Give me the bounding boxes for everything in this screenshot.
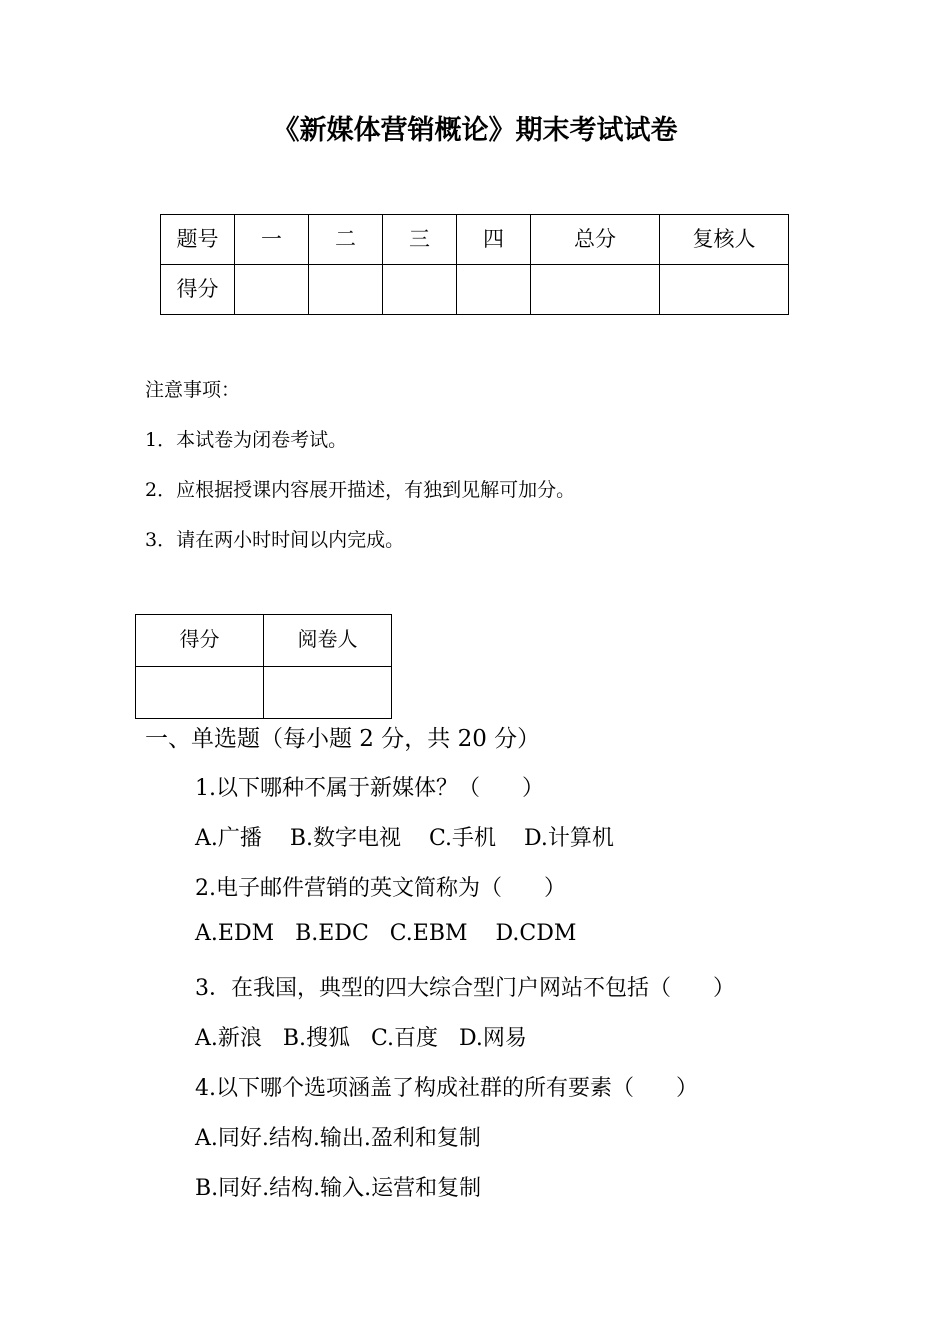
score-cell[interactable] bbox=[383, 265, 457, 315]
question-text: 3．在我国，典型的四大综合型门户网站不包括（ ） bbox=[195, 976, 735, 1001]
score-cell[interactable] bbox=[235, 265, 309, 315]
score-table-header-cell: 二 bbox=[309, 215, 383, 265]
grader-score-cell[interactable] bbox=[136, 667, 264, 719]
note-item: 2．应根据授课内容展开描述，有独到见解可加分。 bbox=[145, 479, 576, 501]
question-options: A.新浪 B.搜狐 C.百度 D.网易 bbox=[195, 1026, 527, 1051]
grader-table-input-row bbox=[136, 667, 392, 719]
grader-table-header-row bbox=[136, 615, 392, 667]
note-item: 1．本试卷为闭卷考试。 bbox=[145, 429, 348, 451]
score-cell[interactable] bbox=[457, 265, 531, 315]
score-table-header-cell: 一 bbox=[235, 215, 309, 265]
score-row-label: 得分 bbox=[161, 265, 235, 315]
question-text: 2.电子邮件营销的英文简称为（ ） bbox=[195, 876, 566, 901]
exam-title: 《新媒体营销概论》期末考试试卷 bbox=[272, 115, 678, 146]
question-option: B.同好.结构.输入.运营和复制 bbox=[195, 1176, 482, 1201]
score-table-header-row bbox=[161, 215, 789, 265]
score-cell[interactable] bbox=[660, 265, 789, 315]
score-table-header-cell: 复核人 bbox=[660, 215, 789, 265]
question-text: 1.以下哪种不属于新媒体？（ ） bbox=[195, 776, 544, 801]
section-heading: 一、单选题（每小题 2 分，共 20 分） bbox=[145, 726, 541, 752]
score-table-score-row bbox=[161, 265, 789, 315]
question-options: A.EDM B.EDC C.EBM D.CDM bbox=[195, 921, 577, 946]
question-options: A.广播 B.数字电视 C.手机 D.计算机 bbox=[195, 826, 614, 851]
grader-table-header-cell: 得分 bbox=[136, 615, 264, 667]
grader-name-cell[interactable] bbox=[264, 667, 392, 719]
grader-table bbox=[135, 614, 392, 719]
score-table-header-cell: 题号 bbox=[161, 215, 235, 265]
score-table-header-cell: 三 bbox=[383, 215, 457, 265]
question-text: 4.以下哪个选项涵盖了构成社群的所有要素（ ） bbox=[195, 1076, 698, 1101]
score-cell[interactable] bbox=[531, 265, 660, 315]
question-option: A.同好.结构.输出.盈利和复制 bbox=[195, 1126, 481, 1151]
score-table-header-cell: 总分 bbox=[531, 215, 660, 265]
note-item: 3．请在两小时时间以内完成。 bbox=[145, 529, 405, 551]
notes-heading: 注意事项： bbox=[145, 379, 241, 401]
score-table-header-cell: 四 bbox=[457, 215, 531, 265]
score-summary-table bbox=[160, 214, 789, 315]
score-cell[interactable] bbox=[309, 265, 383, 315]
grader-table-header-cell: 阅卷人 bbox=[264, 615, 392, 667]
